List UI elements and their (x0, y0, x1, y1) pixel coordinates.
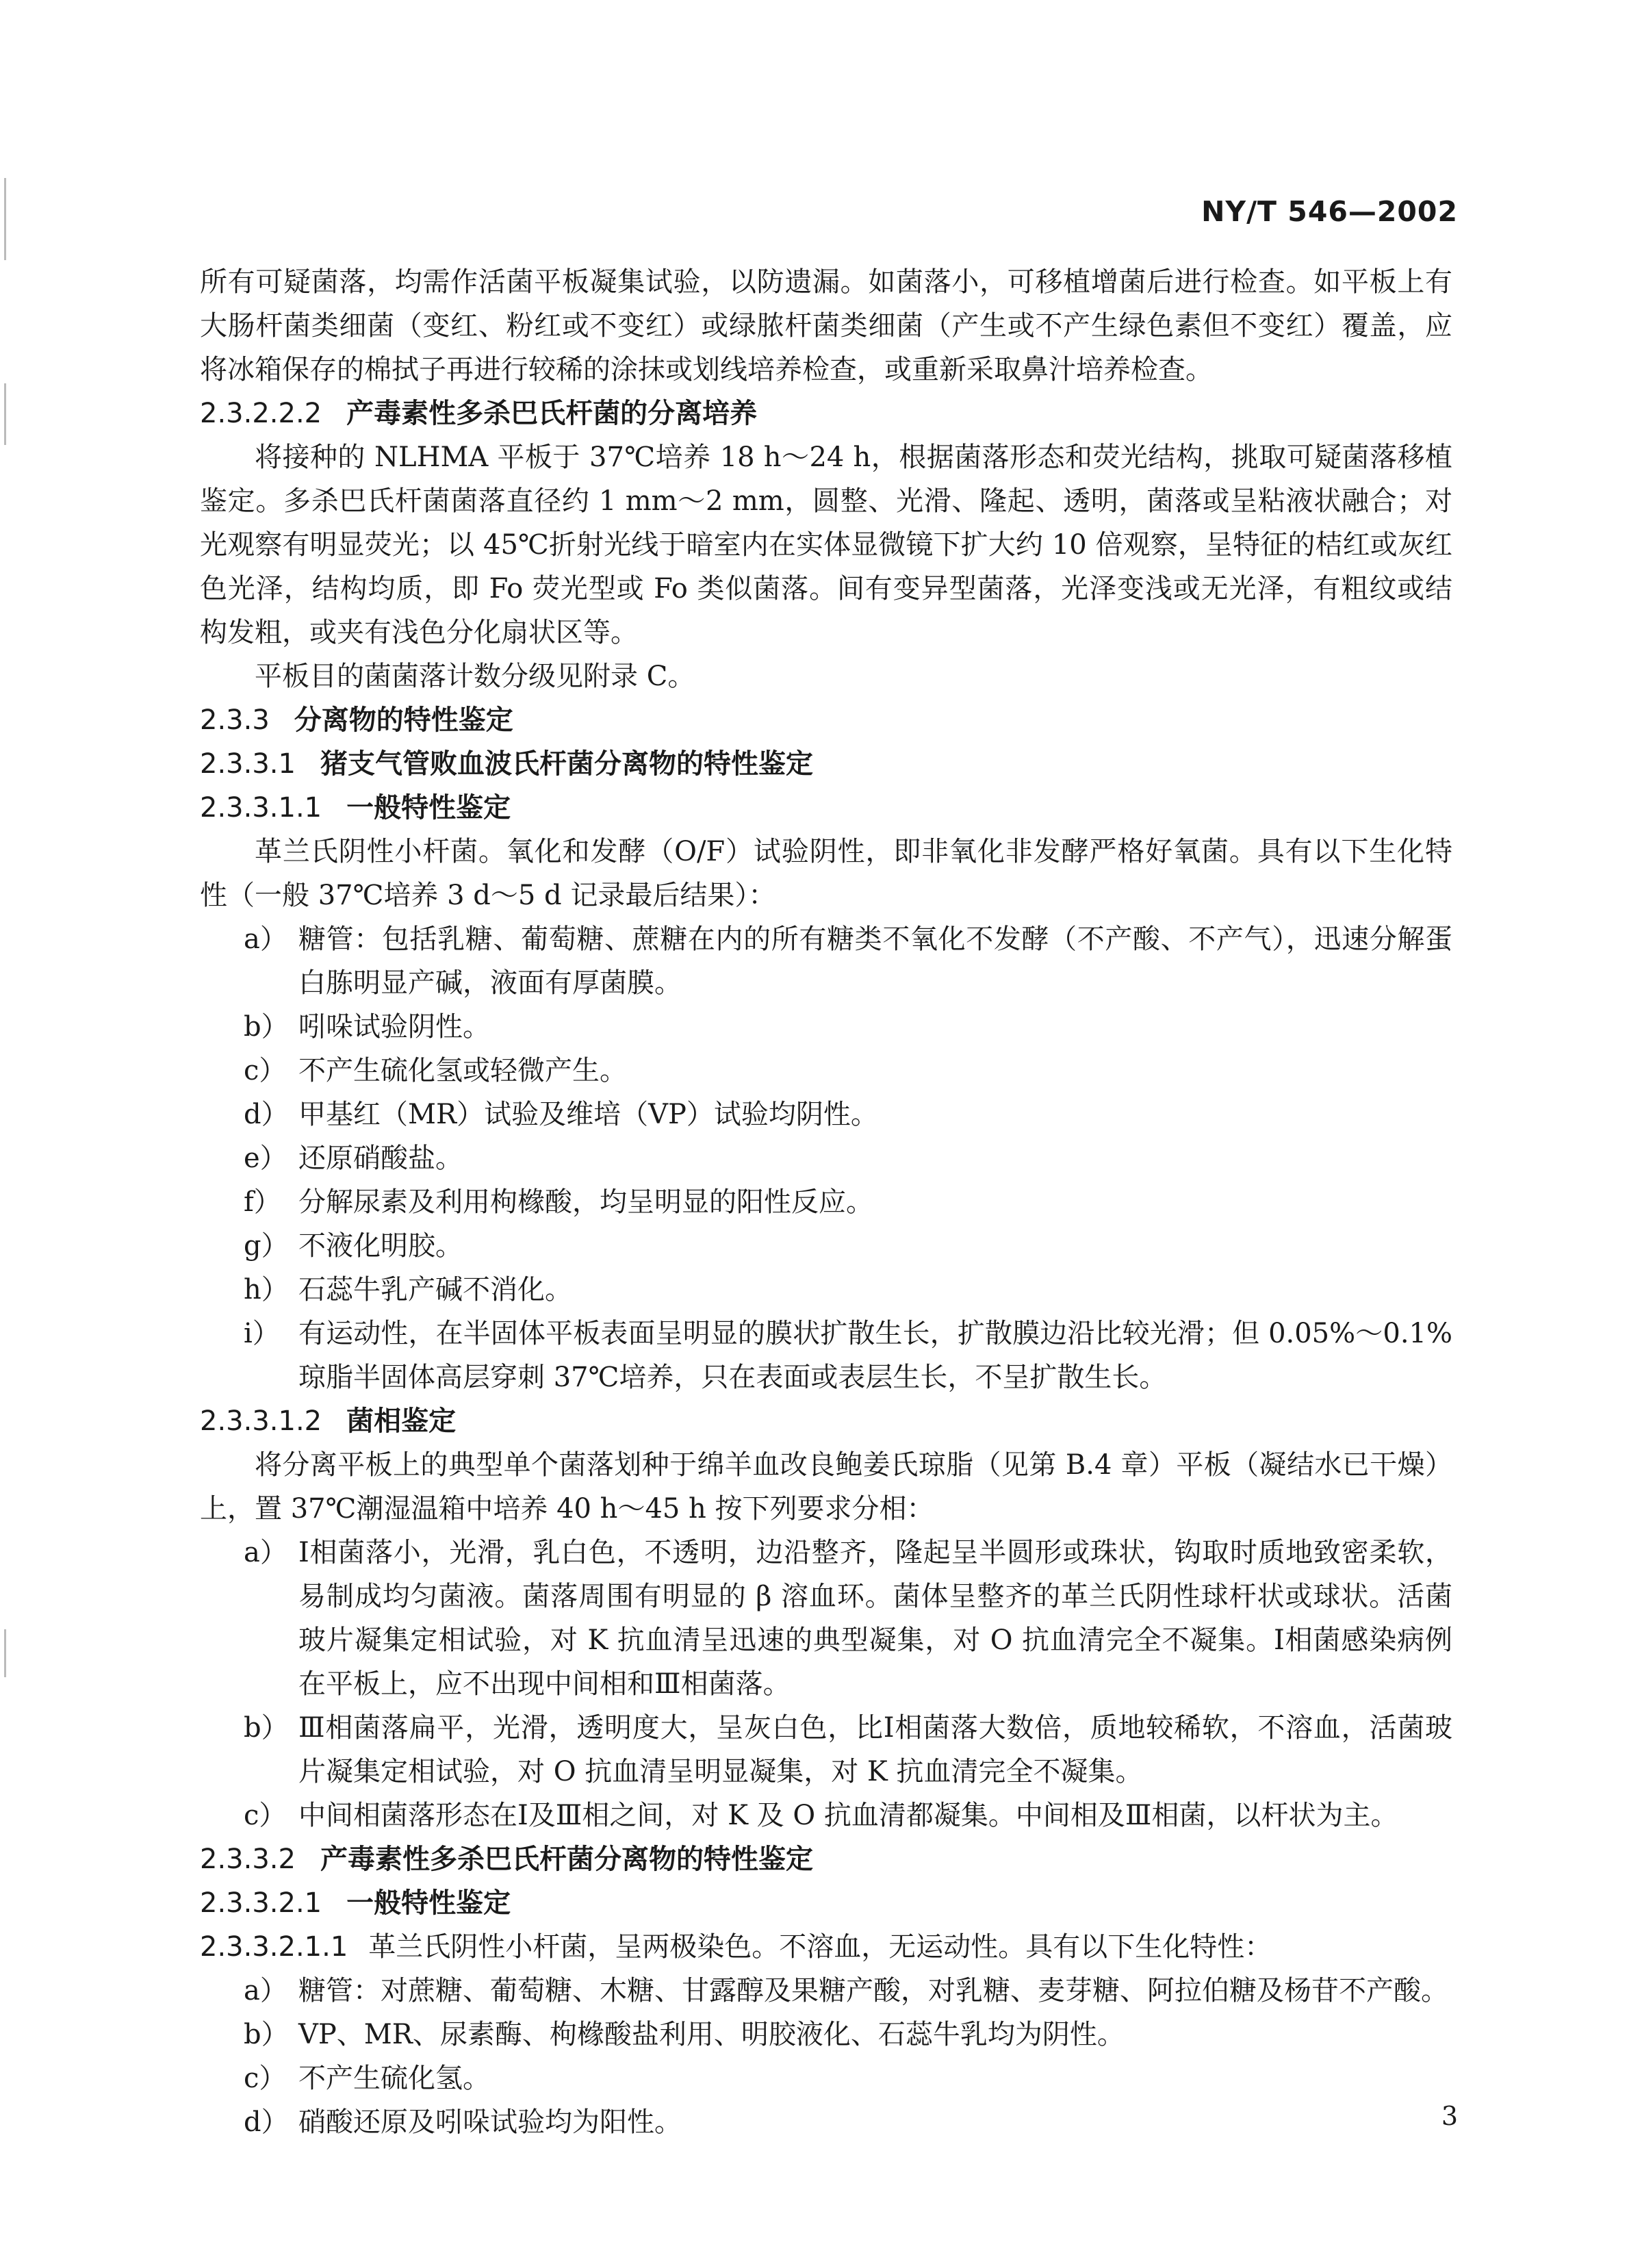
list-item-label: h） (244, 1274, 289, 1305)
list-item-label: c） (244, 1800, 287, 1831)
list-item-label: c） (244, 2063, 287, 2094)
list-item (244, 1049, 1452, 1093)
section-title: 产毒素性多杀巴氏杆菌的分离培养 (346, 398, 758, 429)
list-item-text: Ⅰ相菌落小，光滑，乳白色，不透明，边沿整齐，隆起呈半圆形或珠状，钩取时质地致密柔软，易制成均匀菌液。菌落周围有明显的 β 溶血环。菌体呈整齐的革兰氏阴性球杆状或球状。活菌玻片凝集定相试验，对 K 抗血清呈迅速的典型凝集，对 O 抗血清完全不凝集。Ⅰ相菌感染病例在平板上，应不出现中间相和Ⅲ相菌落。 (298, 1537, 1452, 1700)
section-heading (200, 392, 1452, 435)
section-number: 2.3.3.2.1.1 (200, 1931, 348, 1963)
list-item-text: 有运动性，在半固体平板表面呈明显的膜状扩散生长，扩散膜边沿比较光滑；但 0.05%～0.1% 琼脂半固体高层穿刺 37℃培养，只在表面或表层生长，不呈扩散生长。 (298, 1318, 1452, 1393)
list-item (244, 2100, 1452, 2144)
numbered-paragraph (200, 1925, 1452, 1969)
section-number: 2.3.3.1.1 (200, 792, 322, 824)
list-item-label: c） (244, 1055, 287, 1086)
list-item (244, 1312, 1452, 1399)
document-number: NY/T 546—2002 (1201, 195, 1458, 228)
section-number: 2.3.3.1 (200, 748, 296, 780)
list-item (244, 1531, 1452, 1706)
list-item-text: 不产生硫化氢或轻微产生。 (298, 1055, 627, 1086)
paragraph: 所有可疑菌落，均需作活菌平板凝集试验，以防遗漏。如菌落小，可移植增菌后进行检查。如平板上有大肠杆菌类细菌（变红、粉红或不变红）或绿脓杆菌类细菌（产生或不产生绿色素但不变红）覆盖，应将冰箱保存的棉拭子再进行较稀的涂抹或划线培养检查，或重新采取鼻汁培养检查。 (200, 266, 1452, 385)
paragraph: 革兰氏阴性小杆菌。氧化和发酵（O/F）试验阴性，即非氧化非发酵严格好氧菌。具有以下生化特性（一般 37℃培养 3 d～5 d 记录最后结果）： (200, 836, 1452, 911)
list-item-text: 吲哚试验阴性。 (298, 1011, 490, 1043)
list-item (244, 2056, 1452, 2100)
section-title: 一般特性鉴定 (346, 792, 511, 824)
list-item-text: 甲基红（MR）试验及维培（VP）试验均阴性。 (298, 1099, 878, 1130)
section-heading (200, 1881, 1452, 1925)
section-title: 菌相鉴定 (346, 1405, 457, 1437)
section-heading (200, 1837, 1452, 1881)
list-item-label: b） (244, 1011, 289, 1043)
list-item-text: VP、MR、尿素酶、枸橼酸盐利用、明胶液化、石蕊牛乳均为阴性。 (298, 2019, 1125, 2050)
section-number: 2.3.3 (200, 704, 270, 736)
section-heading (200, 742, 1452, 786)
section-title: 一般特性鉴定 (346, 1887, 511, 1919)
list-item-label: g） (244, 1230, 289, 1262)
list-item (244, 1224, 1452, 1268)
list-item-label: f） (244, 1186, 281, 1218)
paragraph: 将接种的 NLHMA 平板于 37℃培养 18 h～24 h，根据菌落形态和荧光结构，挑取可疑菌落移植鉴定。多杀巴氏杆菌菌落直径约 1 mm～2 mm，圆整、光滑、隆起、透明，菌落或呈粘液状融合；对光观察有明显荧光；以 45℃折射光线于暗室内在实体显微镜下扩大约 10 倍观察，呈特征的桔红或灰红色光泽，结构均质，即 Fo 荧光型或 Fo 类似菌落。间有变异型菌落，光泽变浅或无光泽，有粗纹或结构发粗，或夹有浅色分化扇状区等。 (200, 442, 1452, 648)
scan-edge-mark (4, 1629, 6, 1677)
paragraph: 将分离平板上的典型单个菌落划种于绵羊血改良鲍姜氏琼脂（见第 B.4 章）平板（凝结水已干燥）上，置 37℃潮湿温箱中培养 40 h～45 h 按下列要求分相： (200, 1449, 1452, 1525)
section-heading (200, 1399, 1452, 1443)
list-item (244, 1136, 1452, 1180)
list-item (244, 1794, 1452, 1837)
list-item-label: b） (244, 1712, 289, 1744)
section-heading (200, 698, 1452, 742)
page-number: 3 (1441, 2101, 1458, 2131)
section-title: 分离物的特性鉴定 (294, 704, 513, 736)
list-item-text: 硝酸还原及吲哚试验均为阳性。 (298, 2106, 682, 2138)
list-item (244, 2013, 1452, 2056)
list-item (244, 1180, 1452, 1224)
section-title: 产毒素性多杀巴氏杆菌分离物的特性鉴定 (320, 1844, 813, 1875)
list-item-label: i） (244, 1318, 280, 1349)
list-item (244, 1268, 1452, 1312)
list-item-label: a） (244, 1537, 287, 1568)
paragraph-text: 革兰氏阴性小杆菌，呈两极染色。不溶血，无运动性。具有以下生化特性： (368, 1931, 1272, 1963)
list-item-text: 分解尿素及利用枸橼酸，均呈明显的阳性反应。 (298, 1186, 873, 1218)
scan-edge-mark (4, 178, 6, 260)
list-item-text: 石蕊牛乳产碱不消化。 (298, 1274, 572, 1305)
list-item-text: 糖管：对蔗糖、葡萄糖、木糖、甘露醇及果糖产酸，对乳糖、麦芽糖、阿拉伯糖及杨苷不产酸。 (298, 1975, 1448, 2006)
section-title: 猪支气管败血波氏杆菌分离物的特性鉴定 (320, 748, 813, 780)
list-item (244, 1093, 1452, 1136)
section-number: 2.3.3.2.1 (200, 1887, 322, 1919)
list-item (244, 1969, 1452, 2013)
section-number: 2.3.3.1.2 (200, 1405, 322, 1437)
list-item-label: a） (244, 923, 287, 955)
list-item-text: 糖管：包括乳糖、葡萄糖、蔗糖在内的所有糖类不氧化不发酵（不产酸、不产气），迅速分解蛋白胨明显产碱，液面有厚菌膜。 (298, 923, 1452, 999)
section-number: 2.3.3.2 (200, 1844, 296, 1875)
list-item-label: d） (244, 1099, 289, 1130)
list-item-text: 中间相菌落形态在Ⅰ及Ⅲ相之间，对 K 及 O 抗血清都凝集。中间相及Ⅲ相菌，以杆状为主。 (298, 1800, 1398, 1831)
list-item-text: 不液化明胶。 (298, 1230, 463, 1262)
list-item-label: a） (244, 1975, 287, 2006)
list-item-text: Ⅲ相菌落扁平，光滑，透明度大，呈灰白色，比Ⅰ相菌落大数倍，质地较稀软，不溶血，活菌玻片凝集定相试验，对 O 抗血清呈明显凝集，对 K 抗血清完全不凝集。 (298, 1712, 1452, 1787)
document-body (200, 260, 1452, 2144)
list-item-label: b） (244, 2019, 289, 2050)
paragraph: 平板目的菌菌落计数分级见附录 C。 (255, 661, 695, 692)
list-item (244, 1706, 1452, 1794)
section-number: 2.3.2.2.2 (200, 398, 322, 429)
section-heading (200, 786, 1452, 830)
list-item-text: 不产生硫化氢。 (298, 2063, 490, 2094)
list-item-label: d） (244, 2106, 289, 2138)
scan-edge-mark (4, 383, 6, 445)
list-item-label: e） (244, 1143, 287, 1174)
list-item (244, 1005, 1452, 1049)
list-item-text: 还原硝酸盐。 (298, 1143, 463, 1174)
list-item (244, 917, 1452, 1005)
